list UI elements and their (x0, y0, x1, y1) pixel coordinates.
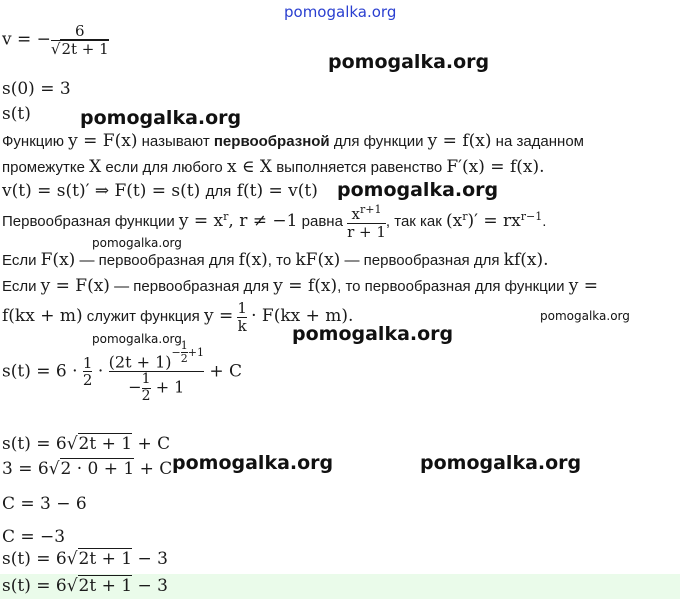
antiderivative-calculation: s(t) = 6 · $\frac{1}{2}$ · $(2t + 1)^{- \frac{1}{2} +1}$ − $\frac{1}{2}$ + 1 + C (2, 339, 243, 404)
site-header-link[interactable]: pomogalka.org (284, 3, 397, 21)
final-answer: s(t) = 6√2t + 1 − 3 (2, 576, 168, 596)
watermark: pomogalka.org (80, 107, 242, 129)
watermark: pomogalka.org (292, 323, 454, 345)
linear-substitution-rule-2: f(kx + m) служит функция y = $\frac{1}{k}$ · F(kx + m). (2, 299, 354, 335)
particular-solution: s(t) = 6√2t + 1 − 3 (2, 549, 168, 569)
velocity-formula: v = − $\frac{6}{√2t + 1}$ (2, 22, 109, 58)
velocity-derivative-line: v(t) = s(t)′ ⇒ F(t) = s(t) для f(t) = v(t) (2, 181, 318, 201)
definition-line-2: промежутке X если для любого x ∈ X выполняется равенство F′(x) = f(x). (2, 157, 545, 177)
constant-calculation: C = 3 − 6 (2, 494, 87, 514)
watermark: pomogalka.org (328, 51, 490, 73)
watermark: pomogalka.org (172, 452, 334, 474)
definition-line-1: Функцию y = F(x) называют первообразной для функции y = f(x) на заданном (2, 131, 584, 151)
general-solution: s(t) = 6√2t + 1 + C (2, 434, 171, 454)
watermark: pomogalka.org (540, 309, 630, 323)
substitution-line: 3 = 6√2 · 0 + 1 + C (2, 459, 173, 479)
initial-condition: s(0) = 3 (2, 79, 71, 99)
power-rule-line: Первообразная функции $y = x^r$, r ≠ −1 равна $\frac{x^{r+1}}{r + 1}$ , так как $(x^r)' = rx^{r-1}$. (2, 203, 547, 241)
linear-substitution-rule-1: Если y = F(x) — первообразная для y = f(x), то первообразная для функции y = (2, 276, 598, 296)
watermark: pomogalka.org (420, 452, 582, 474)
watermark: pomogalka.org (337, 179, 499, 201)
watermark: pomogalka.org (92, 236, 182, 250)
constant-value: C = −3 (2, 527, 66, 547)
watermark: pomogalka.org (92, 332, 182, 346)
position-function: s(t) (2, 104, 31, 124)
constant-multiple-rule: Если F(x) — первообразная для f(x), то kF(x) — первообразная для kf(x). (2, 250, 549, 270)
